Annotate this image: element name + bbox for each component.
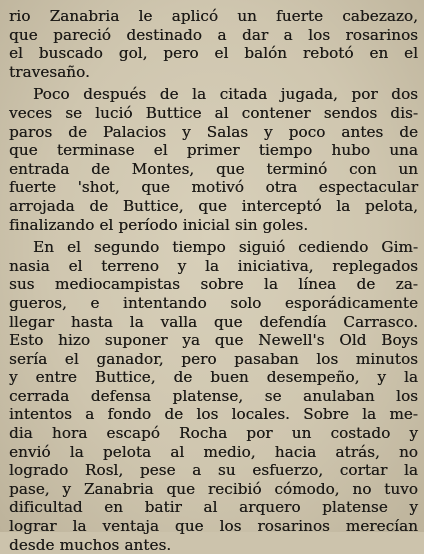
text-line: dificultad en batir al arquero platense y bbox=[9, 498, 418, 517]
text-line: nasia el terreno y la iniciativa, replegados bbox=[9, 256, 418, 275]
text-line: veces se lució Buttice al contener sendos dis- bbox=[9, 103, 418, 122]
text-line: sus mediocampistas sobre la línea de za- bbox=[9, 275, 418, 294]
text-line: travesaño. bbox=[9, 62, 90, 81]
text-line: Esto hizo suponer ya que Newell's Old Boys bbox=[9, 331, 418, 350]
text-line: pase, y Zanabria que recibió cómodo, no tuvo bbox=[9, 479, 418, 498]
text-line: sería el ganador, pero pasaban los minutos bbox=[9, 349, 418, 368]
text-line: rio Zanabria le aplicó un fuerte cabezazo, bbox=[9, 7, 418, 25]
text-line: lograr la ventaja que los rosarinos merecían bbox=[9, 517, 418, 536]
text-line: desde muchos antes. bbox=[9, 535, 172, 554]
text-line: finalizando el período inicial sin goles. bbox=[9, 215, 309, 234]
text-line: llegar hasta la valla que defendía Carrasco. bbox=[9, 312, 418, 331]
paragraph-1 bbox=[9, 7, 418, 81]
text-line: arrojada de Buttice, que interceptó la pelota, bbox=[9, 196, 418, 215]
text-line: Poco después de la citada jugada, por dos bbox=[33, 85, 418, 104]
text-line: cerrada defensa platense, se anulaban los bbox=[9, 386, 418, 405]
text-line: dia hora escapó Rocha por un costado y bbox=[9, 424, 418, 443]
text-line: paros de Palacios y Salas y poco antes de bbox=[9, 122, 418, 141]
text-line: entrada de Montes, que terminó con un bbox=[9, 159, 418, 178]
text-line: y entre Buttice, de buen desempeño, y la bbox=[9, 368, 418, 387]
text-line: gueros, e intentando solo esporádicamente bbox=[9, 293, 418, 312]
article-text bbox=[9, 7, 418, 554]
text-line: envió la pelota al medio, hacia atrás, no bbox=[9, 442, 418, 461]
text-line: que pareció destinado a dar a los rosarinos bbox=[9, 25, 418, 44]
paragraph-2 bbox=[9, 85, 418, 234]
paragraph-3 bbox=[9, 238, 418, 554]
text-line: logrado Rosl, pese a su esfuerzo, cortar la bbox=[9, 461, 418, 480]
text-line: que terminase el primer tiempo hubo una bbox=[9, 141, 418, 160]
text-line: el buscado gol, pero el balón rebotó en el bbox=[9, 44, 418, 63]
text-line: fuerte 'shot, que motivó otra espectacular bbox=[9, 178, 418, 197]
text-line: intentos a fondo de los locales. Sobre la me- bbox=[9, 405, 418, 424]
text-line: En el segundo tiempo siguió cediendo Gim- bbox=[33, 238, 418, 257]
